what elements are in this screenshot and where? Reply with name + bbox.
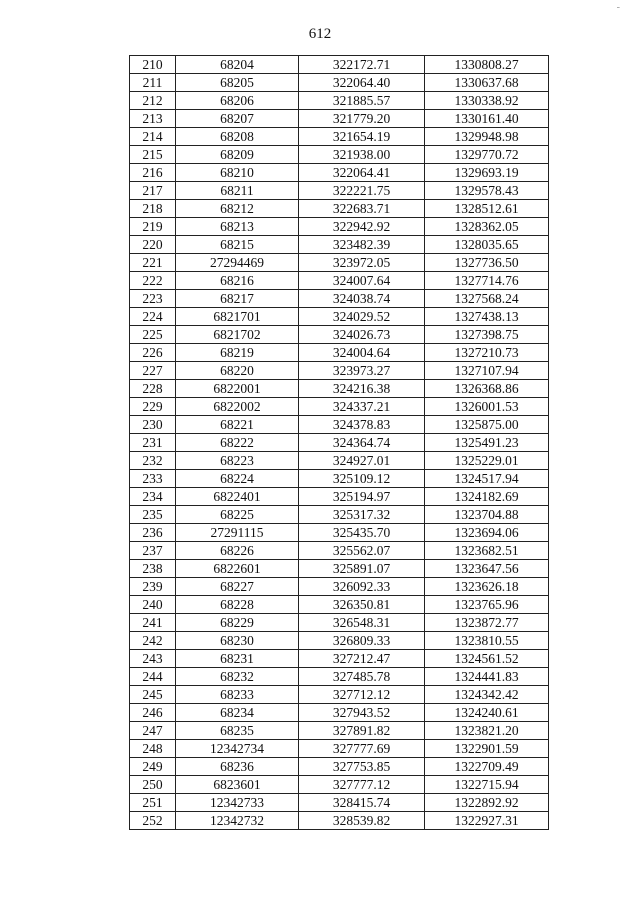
y-coordinate-cell: 1329578.43 bbox=[425, 182, 549, 200]
table-row bbox=[130, 362, 549, 380]
y-coordinate-cell: 1323647.56 bbox=[425, 560, 549, 578]
point-id-cell: 68205 bbox=[176, 74, 299, 92]
y-coordinate-cell: 1323704.88 bbox=[425, 506, 549, 524]
x-coordinate-cell: 322683.71 bbox=[299, 200, 425, 218]
row-index-cell: 210 bbox=[130, 56, 176, 74]
y-coordinate-cell: 1327210.73 bbox=[425, 344, 549, 362]
row-index-cell: 252 bbox=[130, 812, 176, 830]
row-index-cell: 234 bbox=[130, 488, 176, 506]
point-id-cell: 6823601 bbox=[176, 776, 299, 794]
point-id-cell: 6821702 bbox=[176, 326, 299, 344]
row-index-cell: 214 bbox=[130, 128, 176, 146]
y-coordinate-cell: 1323626.18 bbox=[425, 578, 549, 596]
point-id-cell: 12342732 bbox=[176, 812, 299, 830]
table-row bbox=[130, 578, 549, 596]
row-index-cell: 236 bbox=[130, 524, 176, 542]
point-id-cell: 27291115 bbox=[176, 524, 299, 542]
row-index-cell: 230 bbox=[130, 416, 176, 434]
y-coordinate-cell: 1323810.55 bbox=[425, 632, 549, 650]
x-coordinate-cell: 322221.75 bbox=[299, 182, 425, 200]
y-coordinate-cell: 1322709.49 bbox=[425, 758, 549, 776]
row-index-cell: 211 bbox=[130, 74, 176, 92]
y-coordinate-cell: 1324240.61 bbox=[425, 704, 549, 722]
y-coordinate-cell: 1328035.65 bbox=[425, 236, 549, 254]
x-coordinate-cell: 327777.69 bbox=[299, 740, 425, 758]
point-id-cell: 68225 bbox=[176, 506, 299, 524]
point-id-cell: 68204 bbox=[176, 56, 299, 74]
point-id-cell: 68220 bbox=[176, 362, 299, 380]
y-coordinate-cell: 1329693.19 bbox=[425, 164, 549, 182]
y-coordinate-cell: 1329948.98 bbox=[425, 128, 549, 146]
x-coordinate-cell: 324007.64 bbox=[299, 272, 425, 290]
table-row bbox=[130, 380, 549, 398]
y-coordinate-cell: 1330637.68 bbox=[425, 74, 549, 92]
row-index-cell: 243 bbox=[130, 650, 176, 668]
y-coordinate-cell: 1327714.76 bbox=[425, 272, 549, 290]
point-id-cell: 68234 bbox=[176, 704, 299, 722]
x-coordinate-cell: 325435.70 bbox=[299, 524, 425, 542]
table-row bbox=[130, 308, 549, 326]
row-index-cell: 228 bbox=[130, 380, 176, 398]
table-row bbox=[130, 506, 549, 524]
row-index-cell: 250 bbox=[130, 776, 176, 794]
y-coordinate-cell: 1327736.50 bbox=[425, 254, 549, 272]
y-coordinate-cell: 1325491.23 bbox=[425, 434, 549, 452]
table-row bbox=[130, 272, 549, 290]
x-coordinate-cell: 323973.27 bbox=[299, 362, 425, 380]
x-coordinate-cell: 326809.33 bbox=[299, 632, 425, 650]
x-coordinate-cell: 323972.05 bbox=[299, 254, 425, 272]
table-row bbox=[130, 794, 549, 812]
table-row bbox=[130, 200, 549, 218]
x-coordinate-cell: 324337.21 bbox=[299, 398, 425, 416]
table-row bbox=[130, 650, 549, 668]
row-index-cell: 235 bbox=[130, 506, 176, 524]
row-index-cell: 246 bbox=[130, 704, 176, 722]
table-row bbox=[130, 56, 549, 74]
table-row bbox=[130, 254, 549, 272]
x-coordinate-cell: 327753.85 bbox=[299, 758, 425, 776]
point-id-cell: 68229 bbox=[176, 614, 299, 632]
y-coordinate-cell: 1326368.86 bbox=[425, 380, 549, 398]
y-coordinate-cell: 1327568.24 bbox=[425, 290, 549, 308]
table-row bbox=[130, 236, 549, 254]
point-id-cell: 68208 bbox=[176, 128, 299, 146]
y-coordinate-cell: 1322715.94 bbox=[425, 776, 549, 794]
x-coordinate-cell: 321779.20 bbox=[299, 110, 425, 128]
point-id-cell: 68219 bbox=[176, 344, 299, 362]
row-index-cell: 227 bbox=[130, 362, 176, 380]
row-index-cell: 232 bbox=[130, 452, 176, 470]
point-id-cell: 68222 bbox=[176, 434, 299, 452]
point-id-cell: 27294469 bbox=[176, 254, 299, 272]
table-row bbox=[130, 470, 549, 488]
row-index-cell: 218 bbox=[130, 200, 176, 218]
point-id-cell: 68235 bbox=[176, 722, 299, 740]
table-row bbox=[130, 110, 549, 128]
x-coordinate-cell: 322172.71 bbox=[299, 56, 425, 74]
point-id-cell: 68230 bbox=[176, 632, 299, 650]
page-number: 612 bbox=[308, 26, 332, 42]
point-id-cell: 68232 bbox=[176, 668, 299, 686]
row-index-cell: 216 bbox=[130, 164, 176, 182]
row-index-cell: 240 bbox=[130, 596, 176, 614]
point-id-cell: 68233 bbox=[176, 686, 299, 704]
y-coordinate-cell: 1325229.01 bbox=[425, 452, 549, 470]
table-row bbox=[130, 488, 549, 506]
table-row bbox=[130, 704, 549, 722]
point-id-cell: 68216 bbox=[176, 272, 299, 290]
table-row bbox=[130, 146, 549, 164]
table-row bbox=[130, 668, 549, 686]
y-coordinate-cell: 1330161.40 bbox=[425, 110, 549, 128]
table-row bbox=[130, 560, 549, 578]
table-row bbox=[130, 218, 549, 236]
row-index-cell: 219 bbox=[130, 218, 176, 236]
x-coordinate-cell: 322942.92 bbox=[299, 218, 425, 236]
y-coordinate-cell: 1322901.59 bbox=[425, 740, 549, 758]
table-row bbox=[130, 542, 549, 560]
x-coordinate-cell: 325109.12 bbox=[299, 470, 425, 488]
row-index-cell: 233 bbox=[130, 470, 176, 488]
corner-mark: - bbox=[616, 2, 620, 13]
table-row bbox=[130, 398, 549, 416]
table-row bbox=[130, 776, 549, 794]
y-coordinate-cell: 1327398.75 bbox=[425, 326, 549, 344]
row-index-cell: 225 bbox=[130, 326, 176, 344]
point-id-cell: 6822401 bbox=[176, 488, 299, 506]
x-coordinate-cell: 324216.38 bbox=[299, 380, 425, 398]
x-coordinate-cell: 324364.74 bbox=[299, 434, 425, 452]
x-coordinate-cell: 325317.32 bbox=[299, 506, 425, 524]
y-coordinate-cell: 1326001.53 bbox=[425, 398, 549, 416]
x-coordinate-cell: 325891.07 bbox=[299, 560, 425, 578]
row-index-cell: 217 bbox=[130, 182, 176, 200]
table-row bbox=[130, 92, 549, 110]
row-index-cell: 213 bbox=[130, 110, 176, 128]
table-row bbox=[130, 740, 549, 758]
x-coordinate-cell: 325194.97 bbox=[299, 488, 425, 506]
table-row bbox=[130, 632, 549, 650]
x-coordinate-cell: 327712.12 bbox=[299, 686, 425, 704]
y-coordinate-cell: 1325875.00 bbox=[425, 416, 549, 434]
point-id-cell: 68226 bbox=[176, 542, 299, 560]
x-coordinate-cell: 322064.41 bbox=[299, 164, 425, 182]
table-row bbox=[130, 326, 549, 344]
row-index-cell: 229 bbox=[130, 398, 176, 416]
x-coordinate-cell: 324004.64 bbox=[299, 344, 425, 362]
y-coordinate-cell: 1330338.92 bbox=[425, 92, 549, 110]
x-coordinate-cell: 327777.12 bbox=[299, 776, 425, 794]
x-coordinate-cell: 328415.74 bbox=[299, 794, 425, 812]
y-coordinate-cell: 1327438.13 bbox=[425, 308, 549, 326]
point-id-cell: 6822002 bbox=[176, 398, 299, 416]
y-coordinate-cell: 1323694.06 bbox=[425, 524, 549, 542]
row-index-cell: 220 bbox=[130, 236, 176, 254]
row-index-cell: 244 bbox=[130, 668, 176, 686]
point-id-cell: 68217 bbox=[176, 290, 299, 308]
y-coordinate-cell: 1322927.31 bbox=[425, 812, 549, 830]
table-row bbox=[130, 686, 549, 704]
table-row bbox=[130, 182, 549, 200]
x-coordinate-cell: 327485.78 bbox=[299, 668, 425, 686]
y-coordinate-cell: 1324441.83 bbox=[425, 668, 549, 686]
y-coordinate-cell: 1328512.61 bbox=[425, 200, 549, 218]
y-coordinate-cell: 1328362.05 bbox=[425, 218, 549, 236]
y-coordinate-cell: 1323872.77 bbox=[425, 614, 549, 632]
table-row bbox=[130, 758, 549, 776]
row-index-cell: 212 bbox=[130, 92, 176, 110]
x-coordinate-cell: 324026.73 bbox=[299, 326, 425, 344]
row-index-cell: 247 bbox=[130, 722, 176, 740]
row-index-cell: 237 bbox=[130, 542, 176, 560]
row-index-cell: 224 bbox=[130, 308, 176, 326]
table-row bbox=[130, 128, 549, 146]
row-index-cell: 245 bbox=[130, 686, 176, 704]
point-id-cell: 68207 bbox=[176, 110, 299, 128]
coordinates-table bbox=[129, 55, 549, 830]
x-coordinate-cell: 324038.74 bbox=[299, 290, 425, 308]
table-row bbox=[130, 596, 549, 614]
point-id-cell: 68212 bbox=[176, 200, 299, 218]
y-coordinate-cell: 1322892.92 bbox=[425, 794, 549, 812]
point-id-cell: 6821701 bbox=[176, 308, 299, 326]
table-row bbox=[130, 452, 549, 470]
row-index-cell: 238 bbox=[130, 560, 176, 578]
y-coordinate-cell: 1327107.94 bbox=[425, 362, 549, 380]
point-id-cell: 68224 bbox=[176, 470, 299, 488]
x-coordinate-cell: 327212.47 bbox=[299, 650, 425, 668]
table-row bbox=[130, 74, 549, 92]
point-id-cell: 68213 bbox=[176, 218, 299, 236]
row-index-cell: 251 bbox=[130, 794, 176, 812]
x-coordinate-cell: 322064.40 bbox=[299, 74, 425, 92]
x-coordinate-cell: 327943.52 bbox=[299, 704, 425, 722]
y-coordinate-cell: 1323682.51 bbox=[425, 542, 549, 560]
table-row bbox=[130, 614, 549, 632]
table-row bbox=[130, 434, 549, 452]
row-index-cell: 239 bbox=[130, 578, 176, 596]
point-id-cell: 6822601 bbox=[176, 560, 299, 578]
row-index-cell: 241 bbox=[130, 614, 176, 632]
y-coordinate-cell: 1329770.72 bbox=[425, 146, 549, 164]
x-coordinate-cell: 325562.07 bbox=[299, 542, 425, 560]
table-row bbox=[130, 164, 549, 182]
x-coordinate-cell: 321938.00 bbox=[299, 146, 425, 164]
y-coordinate-cell: 1323765.96 bbox=[425, 596, 549, 614]
table-row bbox=[130, 524, 549, 542]
row-index-cell: 249 bbox=[130, 758, 176, 776]
table-row bbox=[130, 290, 549, 308]
point-id-cell: 68221 bbox=[176, 416, 299, 434]
y-coordinate-cell: 1324561.52 bbox=[425, 650, 549, 668]
x-coordinate-cell: 326092.33 bbox=[299, 578, 425, 596]
x-coordinate-cell: 326350.81 bbox=[299, 596, 425, 614]
row-index-cell: 222 bbox=[130, 272, 176, 290]
row-index-cell: 231 bbox=[130, 434, 176, 452]
row-index-cell: 248 bbox=[130, 740, 176, 758]
point-id-cell: 68231 bbox=[176, 650, 299, 668]
x-coordinate-cell: 328539.82 bbox=[299, 812, 425, 830]
x-coordinate-cell: 324378.83 bbox=[299, 416, 425, 434]
table-body bbox=[130, 56, 549, 830]
row-index-cell: 223 bbox=[130, 290, 176, 308]
x-coordinate-cell: 324029.52 bbox=[299, 308, 425, 326]
row-index-cell: 242 bbox=[130, 632, 176, 650]
row-index-cell: 221 bbox=[130, 254, 176, 272]
y-coordinate-cell: 1323821.20 bbox=[425, 722, 549, 740]
x-coordinate-cell: 323482.39 bbox=[299, 236, 425, 254]
table-row bbox=[130, 344, 549, 362]
point-id-cell: 68206 bbox=[176, 92, 299, 110]
x-coordinate-cell: 321654.19 bbox=[299, 128, 425, 146]
table-row bbox=[130, 722, 549, 740]
point-id-cell: 12342734 bbox=[176, 740, 299, 758]
point-id-cell: 68210 bbox=[176, 164, 299, 182]
point-id-cell: 68227 bbox=[176, 578, 299, 596]
point-id-cell: 68211 bbox=[176, 182, 299, 200]
table-row bbox=[130, 812, 549, 830]
point-id-cell: 68236 bbox=[176, 758, 299, 776]
point-id-cell: 68228 bbox=[176, 596, 299, 614]
point-id-cell: 68209 bbox=[176, 146, 299, 164]
y-coordinate-cell: 1324517.94 bbox=[425, 470, 549, 488]
y-coordinate-cell: 1330808.27 bbox=[425, 56, 549, 74]
point-id-cell: 6822001 bbox=[176, 380, 299, 398]
y-coordinate-cell: 1324342.42 bbox=[425, 686, 549, 704]
row-index-cell: 215 bbox=[130, 146, 176, 164]
point-id-cell: 68215 bbox=[176, 236, 299, 254]
x-coordinate-cell: 324927.01 bbox=[299, 452, 425, 470]
x-coordinate-cell: 321885.57 bbox=[299, 92, 425, 110]
x-coordinate-cell: 326548.31 bbox=[299, 614, 425, 632]
y-coordinate-cell: 1324182.69 bbox=[425, 488, 549, 506]
point-id-cell: 68223 bbox=[176, 452, 299, 470]
point-id-cell: 12342733 bbox=[176, 794, 299, 812]
table-row bbox=[130, 416, 549, 434]
x-coordinate-cell: 327891.82 bbox=[299, 722, 425, 740]
row-index-cell: 226 bbox=[130, 344, 176, 362]
